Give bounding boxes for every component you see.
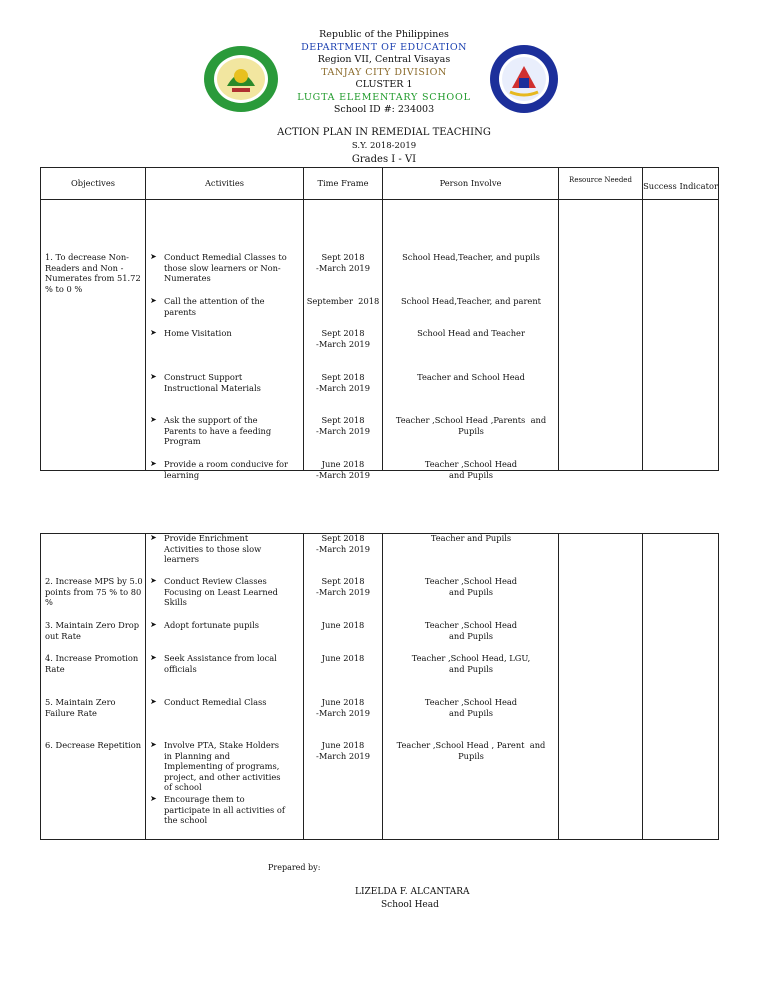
deped-line: DEPARTMENT OF EDUCATION xyxy=(301,41,467,53)
time-frame-item: Sept 2018 -March 2019 xyxy=(316,576,370,597)
letterhead xyxy=(0,29,768,117)
time-frame-item: Sept 2018 -March 2019 xyxy=(316,252,370,273)
activity-item: ➤ Conduct Review Classes Focusing on Least Learned Skills xyxy=(164,576,289,608)
document-title xyxy=(0,126,768,139)
person-item: School Head and Teacher xyxy=(417,328,525,338)
column-header: Time Frame xyxy=(304,168,383,200)
time-frame-item: June 2018 -March 2019 xyxy=(316,740,370,761)
activity-item: ➤ Call the attention of the parents xyxy=(164,296,289,317)
objective-text: 3. Maintain Zero Drop out Rate xyxy=(45,620,140,641)
activity-item: ➤ Seek Assistance from local officials xyxy=(164,653,289,674)
region-line: Region VII, Central Visayas xyxy=(317,54,451,65)
resource-needed-cell xyxy=(559,534,643,840)
objective-cell xyxy=(41,534,145,839)
objective-text: 1. To decrease Non-Readers and Non -Numerates from 51.72 % to 0 % xyxy=(45,252,141,294)
person-item: Teacher ,School Head and Pupils xyxy=(424,697,518,718)
time-frame-cell xyxy=(304,534,382,839)
objective-text: 6. Decrease Repetition xyxy=(45,740,142,750)
person-item: Teacher and Pupils xyxy=(430,533,512,543)
time-frame-item: June 2018 xyxy=(321,653,365,663)
success-indicator-cell xyxy=(643,534,719,840)
action-plan-table-2 xyxy=(40,533,719,840)
time-frame-item: June 2018 -March 2019 xyxy=(316,459,370,480)
time-frame-item: Sept 2018 -March 2019 xyxy=(316,415,370,436)
activity-item: ➤ Home Visitation xyxy=(164,328,289,339)
school-name-line: LUGTA ELEMENTARY SCHOOL xyxy=(297,91,471,103)
cluster-line: CLUSTER 1 xyxy=(355,79,413,90)
activity-item: ➤ Provide Enrichment Activities to those slow learners xyxy=(164,533,289,565)
column-header: Activities xyxy=(146,168,304,200)
activity-item: ➤ Involve PTA, Stake Holders in Planning and Implementing of programs, project, and other activities of school xyxy=(164,740,289,793)
activity-item: ➤ Conduct Remedial Class xyxy=(164,697,289,708)
time-frame-item: June 2018 xyxy=(321,620,365,630)
success-indicator-cell xyxy=(643,200,719,471)
time-frame-item: Sept 2018 -March 2019 xyxy=(316,328,370,349)
column-header: Person Involve xyxy=(383,168,559,200)
person-item: Teacher ,School Head and Pupils xyxy=(424,576,518,597)
person-item: School Head,Teacher, and parent xyxy=(400,296,542,306)
activity-item: ➤ Provide a room conducive for learning xyxy=(164,459,289,480)
person-item: Teacher and School Head xyxy=(417,372,525,382)
objective-cell xyxy=(41,200,145,470)
time-frame-item: Sept 2018 -March 2019 xyxy=(316,533,370,554)
school-year: S.Y. 2018-2019 xyxy=(351,141,417,151)
grades-line: Grades I - VI xyxy=(351,154,417,165)
time-frame-item: September 2018 xyxy=(306,296,380,306)
action-plan-table-1 xyxy=(40,167,719,480)
activity-item: ➤ Adopt fortunate pupils xyxy=(164,620,289,631)
column-header: Resource Needed xyxy=(559,168,643,200)
school-id-line: School ID #: 234003 xyxy=(333,104,435,115)
objective-text: 4. Increase Promotion Rate xyxy=(45,653,139,674)
activity-item: ➤ Ask the support of the Parents to have a feeding Program xyxy=(164,415,289,447)
activities-cell xyxy=(146,534,303,839)
person-item: Teacher ,School Head , Parent and Pupils xyxy=(396,740,546,761)
person-item: Teacher ,School Head, LGU, and Pupils xyxy=(411,653,531,674)
signatory-name: LIZELDA F. ALCANTARA xyxy=(355,887,470,897)
activities-cell xyxy=(146,200,303,480)
activity-item: ➤ Conduct Remedial Classes to those slow learners or Non-Numerates xyxy=(164,252,289,284)
person-involve-cell xyxy=(383,534,558,839)
resource-needed-cell xyxy=(559,200,643,471)
division-line: TANJAY CITY DIVISION xyxy=(321,66,447,78)
person-item: Teacher ,School Head and Pupils xyxy=(424,459,518,480)
objective-text: 5. Maintain Zero Failure Rate xyxy=(45,697,116,718)
column-header: Objectives xyxy=(41,168,146,200)
person-item: Teacher ,School Head and Pupils xyxy=(424,620,518,641)
column-header: Success Indicator xyxy=(643,168,719,200)
objective-text: 2. Increase MPS by 5.0 points from 75 % to 80 % xyxy=(45,576,143,608)
signatory-position: School Head xyxy=(381,900,439,910)
activity-item: ➤ Encourage them to participate in all activities of the school xyxy=(164,794,289,826)
person-involve-cell xyxy=(383,200,558,480)
republic-line: Republic of the Philippines xyxy=(319,29,449,40)
title-main: ACTION PLAN IN REMEDIAL TEACHING xyxy=(277,127,491,138)
prepared-by-label: Prepared by: xyxy=(268,863,321,872)
time-frame-item: Sept 2018 -March 2019 xyxy=(316,372,370,393)
time-frame-cell xyxy=(304,200,382,480)
activity-item: ➤ Construct Support Instructional Materials xyxy=(164,372,289,393)
time-frame-item: June 2018 -March 2019 xyxy=(316,697,370,718)
person-item: School Head,Teacher, and pupils xyxy=(402,252,540,262)
person-item: Teacher ,School Head ,Parents and Pupils xyxy=(395,415,547,436)
